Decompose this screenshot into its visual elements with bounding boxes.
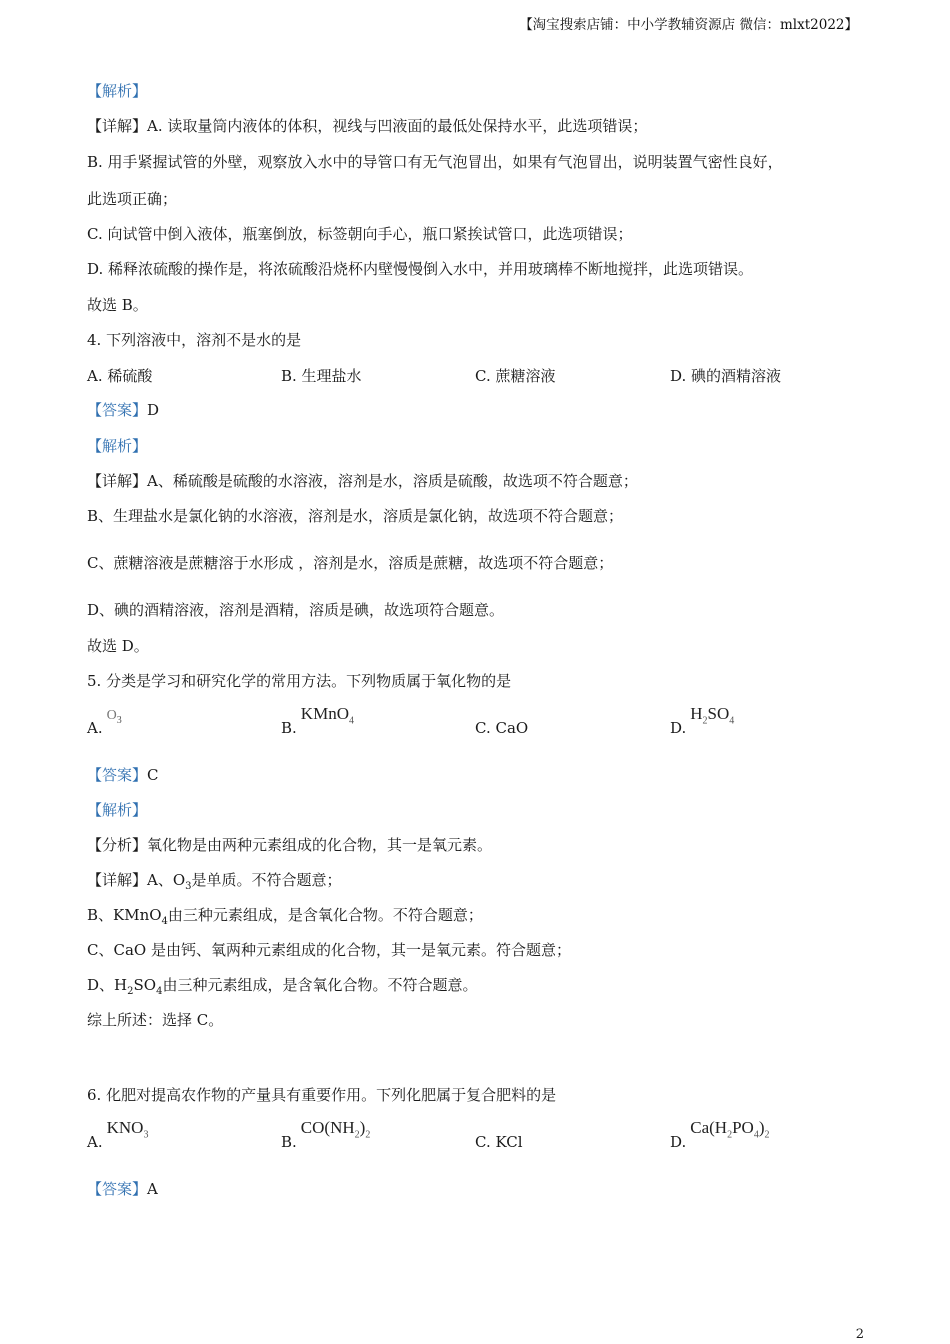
detail-line: 【详解】A、稀硫酸是硫酸的水溶液，溶剂是水，溶质是硫酸，故选项不符合题意； [87, 472, 638, 490]
answer-value: C [147, 766, 159, 784]
option-a: $A.KNO_3$ [87, 1118, 149, 1151]
formula: $Ca(H_2PO_4)_2$ [690, 1118, 770, 1141]
detail-line: D、$H_2SO_4$由三种元素组成，是含氧化合物。不符合题意。 [87, 976, 478, 997]
detail-line: D. 稀释浓硫酸的操作是，将浓硫酸沿烧杯内壁慢慢倒入水中，并用玻璃棒不断地搅拌，此选项错误。 [87, 260, 754, 278]
detail-line: D、碘的酒精溶液，溶剂是酒精，溶质是碘，故选项符合题意。 [87, 601, 505, 619]
detail-line: B、生理盐水是氯化钠的水溶液，溶剂是水，溶质是氯化钠，故选项不符合题意； [87, 507, 624, 525]
answer-line [87, 765, 159, 785]
question-stem: 5. 分类是学习和研究化学的常用方法。下列物质属于氧化物的是 [87, 672, 512, 690]
detail-line: 【详解】A、$O_3$是单质。不符合题意； [87, 871, 342, 892]
option-c: C. 蔗糖溶液 [475, 367, 556, 385]
option-d: D. 碘的酒精溶液 [670, 367, 782, 385]
analysis-label: 【解析】 [87, 437, 148, 455]
answer-value: A [147, 1180, 158, 1198]
formula: $H_2SO_4$ [690, 704, 735, 727]
answer-label: 【答案】 [87, 766, 148, 784]
detail-line: B. 用手紧握试管的外壁，观察放入水中的导管口有无气泡冒出，如果有气泡冒出，说明装置气密性良好， [87, 153, 783, 171]
detail-line: 【详解】A. 读取量筒内液体的体积，视线与凹液面的最低处保持水平，此选项错误； [87, 117, 648, 135]
detail-line: C、CaO 是由钙、氧两种元素组成的化合物，其一是氧元素。符合题意； [87, 941, 571, 959]
answer-line [87, 1179, 158, 1199]
option-d: $D.H_2SO_4$ [670, 704, 735, 737]
detail-line: 此选项正确； [87, 190, 178, 208]
page-number: 2 [855, 1327, 864, 1342]
formula: $CO(NH_2)_2$ [300, 1118, 371, 1141]
analysis-label: 【解析】 [87, 82, 148, 100]
answer-label: 【答案】 [87, 1180, 148, 1198]
option-c: C. KCl [475, 1133, 523, 1151]
question-stem: 6. 化肥对提高农作物的产量具有重要作用。下列化肥属于复合肥料的是 [87, 1086, 557, 1104]
option-a: $A.O_3$ [87, 708, 122, 737]
answer-value: D [147, 401, 160, 419]
formula: KMnO$_4$ [300, 704, 354, 727]
detail-line: C. 向试管中倒入液体，瓶塞倒放，标签朝向手心，瓶口紧挨试管口，此选项错误； [87, 225, 633, 243]
option-b: $B.CO(NH_2)_2$ [281, 1118, 371, 1151]
detail-line: C、蔗糖溶液是蔗糖溶于水形成 ，溶剂是水，溶质是蔗糖，故选项不符合题意； [87, 554, 614, 572]
conclusion: 故选 B。 [87, 296, 148, 314]
option-c: C. CaO [475, 719, 529, 737]
answer-line [87, 400, 159, 420]
option-b: B. 生理盐水 [281, 367, 362, 385]
option-d: $D.Ca(H_2PO_4)_2$ [670, 1118, 770, 1151]
option-a: A. 稀硫酸 [87, 367, 153, 385]
analysis-label: 【解析】 [87, 801, 148, 819]
option-b: B.KMnO$_4$ [281, 704, 354, 737]
analysis-line: 【分析】氧化物是由两种元素组成的化合物，其一是氧元素。 [87, 836, 493, 854]
formula: $O_3$ [106, 708, 122, 726]
formula: $KNO_3$ [106, 1118, 149, 1141]
answer-label: 【答案】 [87, 401, 148, 419]
conclusion: 综上所述：选择 C。 [87, 1011, 224, 1029]
conclusion: 故选 D。 [87, 637, 149, 655]
detail-line: B、KMnO$_4$由三种元素组成，是含氧化合物。不符合题意； [87, 906, 483, 927]
question-stem: 4. 下列溶液中，溶剂不是水的是 [87, 331, 302, 349]
page-header: 【淘宝搜索店铺：中小学教辅资源店 微信：mlxt2022】 [519, 17, 858, 33]
